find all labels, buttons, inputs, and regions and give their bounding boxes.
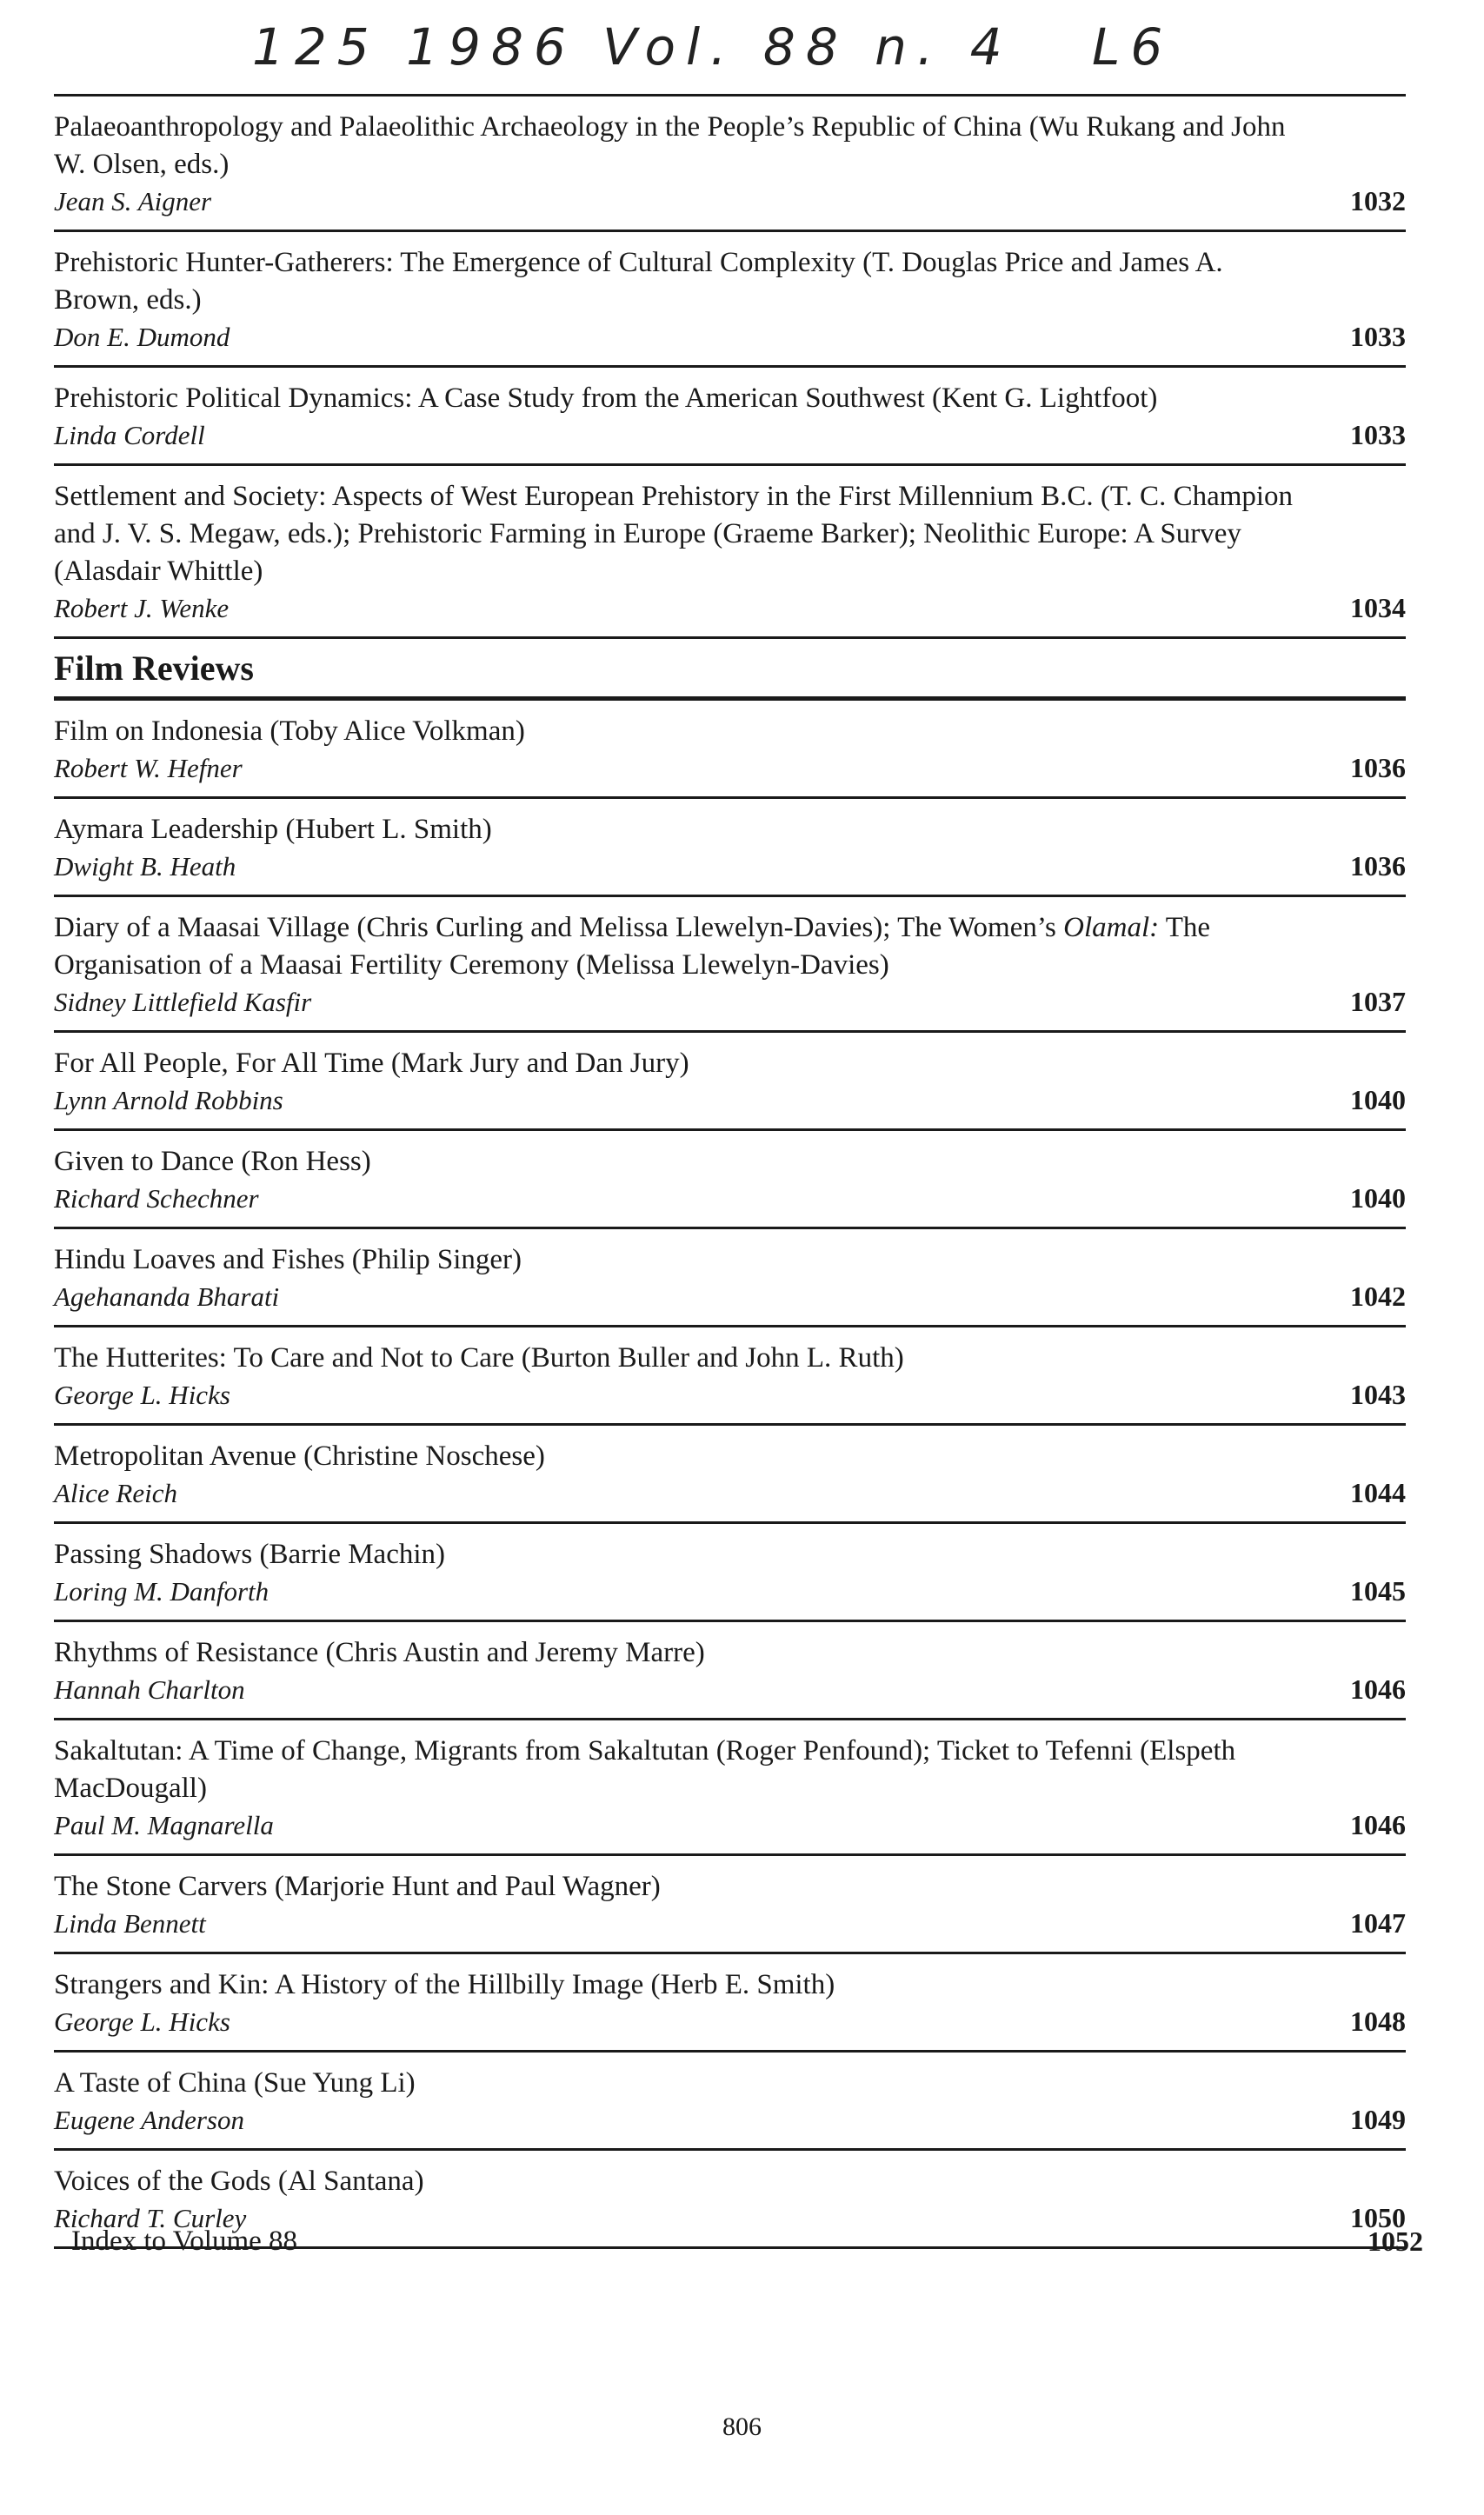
entry-title-part: The Organisation of a Maasai Fertility Ceremony (Melissa Llewelyn-Davies) (54, 912, 1211, 981)
contents-page (54, 94, 1406, 2249)
contents-entry (54, 94, 1406, 230)
entry-title: The Stone Carvers (Marjorie Hunt and Paul Wagner) (54, 1871, 661, 1902)
film-review-entry (54, 1952, 1406, 2050)
index-entry (71, 2226, 1423, 2258)
entry-title: Strangers and Kin: A History of the Hillbilly Image (Herb E. Smith) (54, 1969, 835, 2000)
entry-page-number: 1036 (1350, 850, 1406, 882)
film-review-entry (54, 895, 1406, 1030)
entry-title: Given to Dance (Ron Hess) (54, 1146, 371, 1177)
entry-title: Settlement and Society: Aspects of West European Prehistory in the First Millennium B.C. (T. C. Champion and J. V. S. Megaw, eds.); Prehistoric Farming in Europe (Graeme Barker); Neolithic Europe: A Survey (Alasdair Whittle) (54, 481, 1294, 587)
entry-page-number: 1040 (1350, 1182, 1406, 1214)
entry-title: Sakaltutan: A Time of Change, Migrants from Sakaltutan (Roger Penfound); Ticket to Tefenni (Elspeth MacDougall) (54, 1735, 1236, 1804)
entry-title: Metropolitan Avenue (Christine Noschese) (54, 1440, 545, 1472)
entry-page-number: 1042 (1350, 1281, 1406, 1312)
film-review-entry (54, 696, 1406, 796)
entry-title: Prehistoric Political Dynamics: A Case Study from the American Southwest (Kent G. Lightfoot) (54, 383, 1158, 414)
entry-reviewer: Jean S. Aigner (54, 186, 212, 216)
page-folio-number: 806 (722, 2412, 762, 2441)
entry-page-number: 1050 (1350, 2202, 1406, 2233)
entry-title: Passing Shadows (Barrie Machin) (54, 1539, 446, 1570)
entry-title: Film on Indonesia (Toby Alice Volkman) (54, 715, 525, 747)
entry-title-part: Diary of a Maasai Village (Chris Curling and Melissa Llewelyn-Davies); The Women’s (54, 912, 1064, 943)
entry-page-number: 1048 (1350, 2006, 1406, 2037)
entry-reviewer: Agehananda Bharati (54, 1281, 280, 1312)
entry-reviewer: Alice Reich (54, 1478, 177, 1508)
section-heading-film-reviews: Film Reviews (54, 636, 1406, 696)
entry-page-number: 1044 (1350, 1477, 1406, 1508)
entry-title: Rhythms of Resistance (Chris Austin and Jeremy Marre) (54, 1637, 705, 1668)
entry-title: Palaeoanthropology and Palaeolithic Archaeology in the People’s Republic of China (Wu Rukang and John W. Olsen, eds.) (54, 111, 1286, 180)
film-review-entry (54, 1128, 1406, 1227)
entry-reviewer: Hannah Charlton (54, 1674, 245, 1705)
entry-title: For All People, For All Time (Mark Jury and Dan Jury) (54, 1048, 689, 1079)
entry-reviewer: George L. Hicks (54, 2006, 230, 2037)
entry-title: Aymara Leadership (Hubert L. Smith) (54, 814, 492, 845)
entry-reviewer: Loring M. Danforth (54, 1576, 270, 1607)
entry-reviewer: Lynn Arnold Robbins (54, 1085, 283, 1115)
film-review-entry (54, 796, 1406, 895)
entry-page-number: 1033 (1350, 321, 1406, 352)
contents-entry (54, 365, 1406, 463)
entry-page-number: 1034 (1350, 592, 1406, 623)
film-review-entry (54, 1620, 1406, 1718)
entry-reviewer: Sidney Littlefield Kasfir (54, 987, 312, 1017)
film-review-entry (54, 1030, 1406, 1128)
entry-title: The Hutterites: To Care and Not to Care (Burton Buller and John L. Ruth) (54, 1342, 904, 1374)
entry-page-number: 1040 (1350, 1084, 1406, 1115)
entry-page-number: 1045 (1350, 1575, 1406, 1607)
entry-reviewer: Paul M. Magnarella (54, 1810, 274, 1840)
contents-entry (54, 463, 1406, 636)
entry-page-number: 1043 (1350, 1379, 1406, 1410)
entry-reviewer: Robert W. Hefner (54, 753, 243, 783)
entry-reviewer: Don E. Dumond (54, 322, 230, 352)
index-page-number: 1052 (1368, 2226, 1423, 2257)
entry-page-number: 1037 (1350, 986, 1406, 1017)
entry-page-number: 1046 (1350, 1673, 1406, 1705)
entry-reviewer: Dwight B. Heath (54, 851, 236, 882)
entry-page-number: 1046 (1350, 1809, 1406, 1840)
entry-reviewer: Richard Schechner (54, 1183, 259, 1214)
entry-page-number: 1033 (1350, 419, 1406, 450)
entry-reviewer: Richard T. Curley (54, 2203, 247, 2233)
entry-page-number: 1049 (1350, 2104, 1406, 2135)
entry-page-number: 1036 (1350, 752, 1406, 783)
film-review-entry (54, 1521, 1406, 1620)
entry-page-number: 1032 (1350, 185, 1406, 216)
film-review-entry (54, 1325, 1406, 1423)
entry-title (54, 909, 1310, 984)
entry-title: Voices of the Gods (Al Santana) (54, 2166, 424, 2197)
contents-entry (54, 230, 1406, 365)
film-review-entry (54, 2050, 1406, 2148)
entry-page-number: 1047 (1350, 1907, 1406, 1939)
entry-reviewer: Eugene Anderson (54, 2105, 244, 2135)
entry-title: Prehistoric Hunter-Gatherers: The Emergence of Cultural Complexity (T. Douglas Price and James A. Brown, eds.) (54, 247, 1223, 316)
film-review-entry (54, 1227, 1406, 1325)
entry-title-italic-part: Olamal: (1063, 912, 1160, 943)
entry-title: A Taste of China (Sue Yung Li) (54, 2067, 416, 2099)
index-label: Index to Volume 88 (71, 2226, 298, 2257)
entry-title: Hindu Loaves and Fishes (Philip Singer) (54, 1244, 522, 1275)
film-review-entry (54, 1853, 1406, 1952)
handwritten-annotation: 125 1986 Vol. 88 n. 4 L6 (252, 17, 1174, 77)
entry-reviewer: Linda Cordell (54, 420, 205, 450)
film-review-entry (54, 1718, 1406, 1853)
film-review-entry (54, 1423, 1406, 1521)
entry-reviewer: Robert J. Wenke (54, 593, 230, 623)
entry-reviewer: Linda Bennett (54, 1908, 206, 1939)
entry-reviewer: George L. Hicks (54, 1380, 230, 1410)
